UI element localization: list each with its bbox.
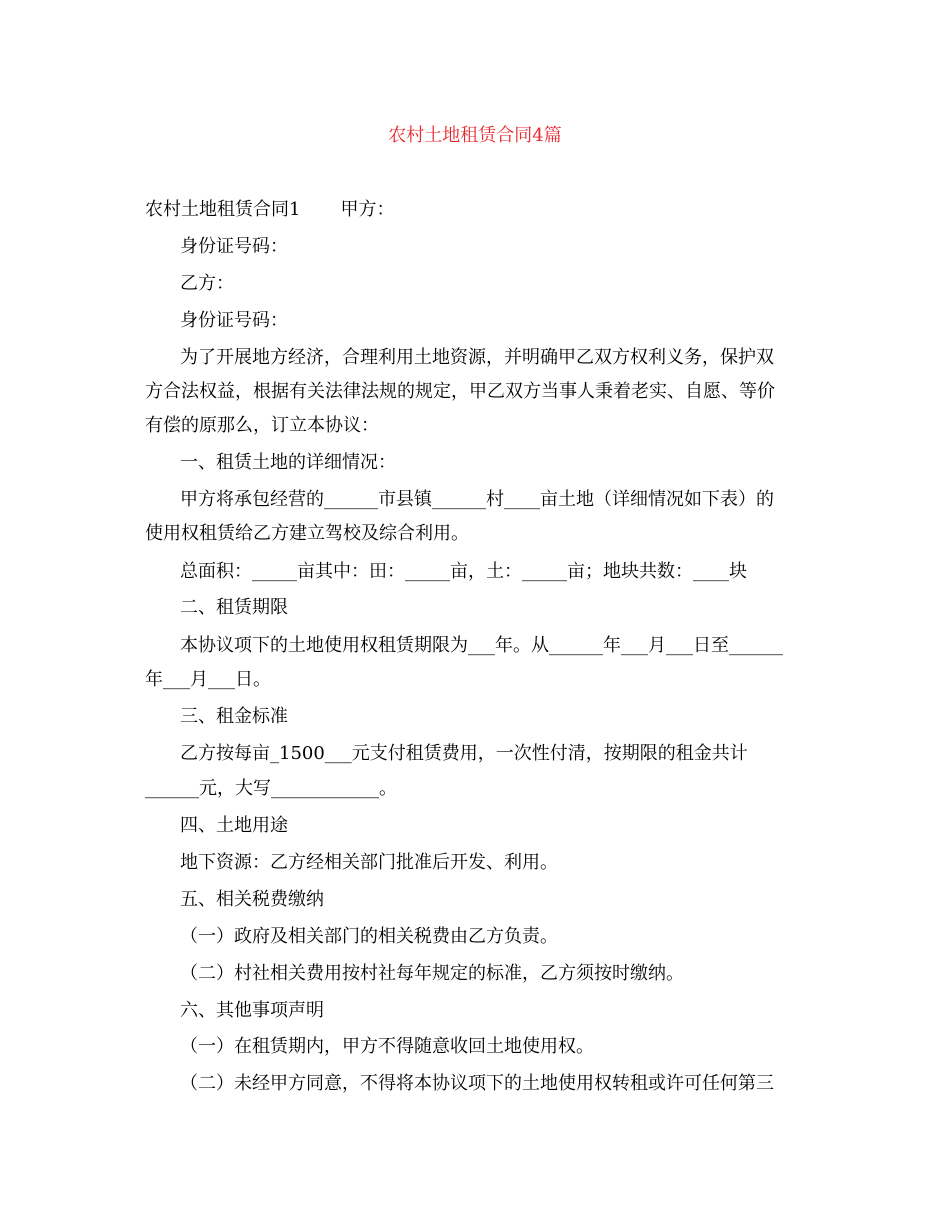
- section-heading: 五、相关税费缴纳: [180, 889, 324, 910]
- paragraph-line: 地下资源：乙方经相关部门批准后开发、利用。: [180, 852, 558, 873]
- paragraph-line: ______元，大写____________。: [145, 778, 397, 799]
- section-heading: 六、其他事项声明: [180, 1000, 324, 1021]
- paragraph-line: 甲方将承包经营的______市县镇______村____亩土地（详细情况如下表）的: [180, 489, 774, 510]
- section-heading: 三、租金标准: [180, 706, 288, 727]
- paragraph-line: （一）在租赁期内，甲方不得随意收回土地使用权。: [180, 1036, 594, 1057]
- document-title: 农村土地租赁合同4篇: [388, 125, 562, 146]
- paragraph-line: 身份证号码：: [180, 236, 288, 257]
- section-heading: 二、租赁期限: [180, 597, 288, 618]
- paragraph-line: 总面积：_____亩其中：田：_____亩，土：_____亩；地块共数：____块: [180, 561, 747, 582]
- paragraph-line: 为了开展地方经济，合理利用土地资源，并明确甲乙双方权利义务，保护双: [180, 347, 774, 368]
- paragraph-line: 乙方：: [180, 273, 234, 294]
- paragraph-line: （二）村社相关费用按村社每年规定的标准，乙方须按时缴纳。: [180, 963, 684, 984]
- contract-number: 农村土地租赁合同1: [145, 199, 301, 220]
- paragraph-line: 本协议项下的土地使用权租赁期限为___年。从______年___月___日至______: [180, 635, 783, 656]
- paragraph-line: 使用权租赁给乙方建立驾校及综合利用。: [145, 523, 469, 544]
- section-heading: 四、土地用途: [180, 815, 288, 836]
- paragraph-line: （一）政府及相关部门的相关税费由乙方负责。: [180, 926, 558, 947]
- paragraph-line: 年___月___日。: [145, 669, 271, 690]
- paragraph-line: 有偿的原那么，订立本协议：: [145, 415, 379, 436]
- paragraph-line: （二）未经甲方同意，不得将本协议项下的土地使用权转租或许可任何第三: [180, 1073, 774, 1094]
- party-a-label: 甲方：: [340, 199, 395, 220]
- paragraph-line: 方合法权益，根据有关法律法规的规定，甲乙双方当事人秉着老实、自愿、等价: [145, 381, 775, 402]
- paragraph-line: 身份证号码：: [180, 310, 288, 331]
- section-heading: 一、租赁土地的详细情况：: [180, 452, 396, 473]
- contract-heading: [145, 198, 815, 222]
- paragraph-line: 乙方按每亩_1500___元支付租赁费用，一次性付清，按期限的租金共计: [180, 743, 748, 764]
